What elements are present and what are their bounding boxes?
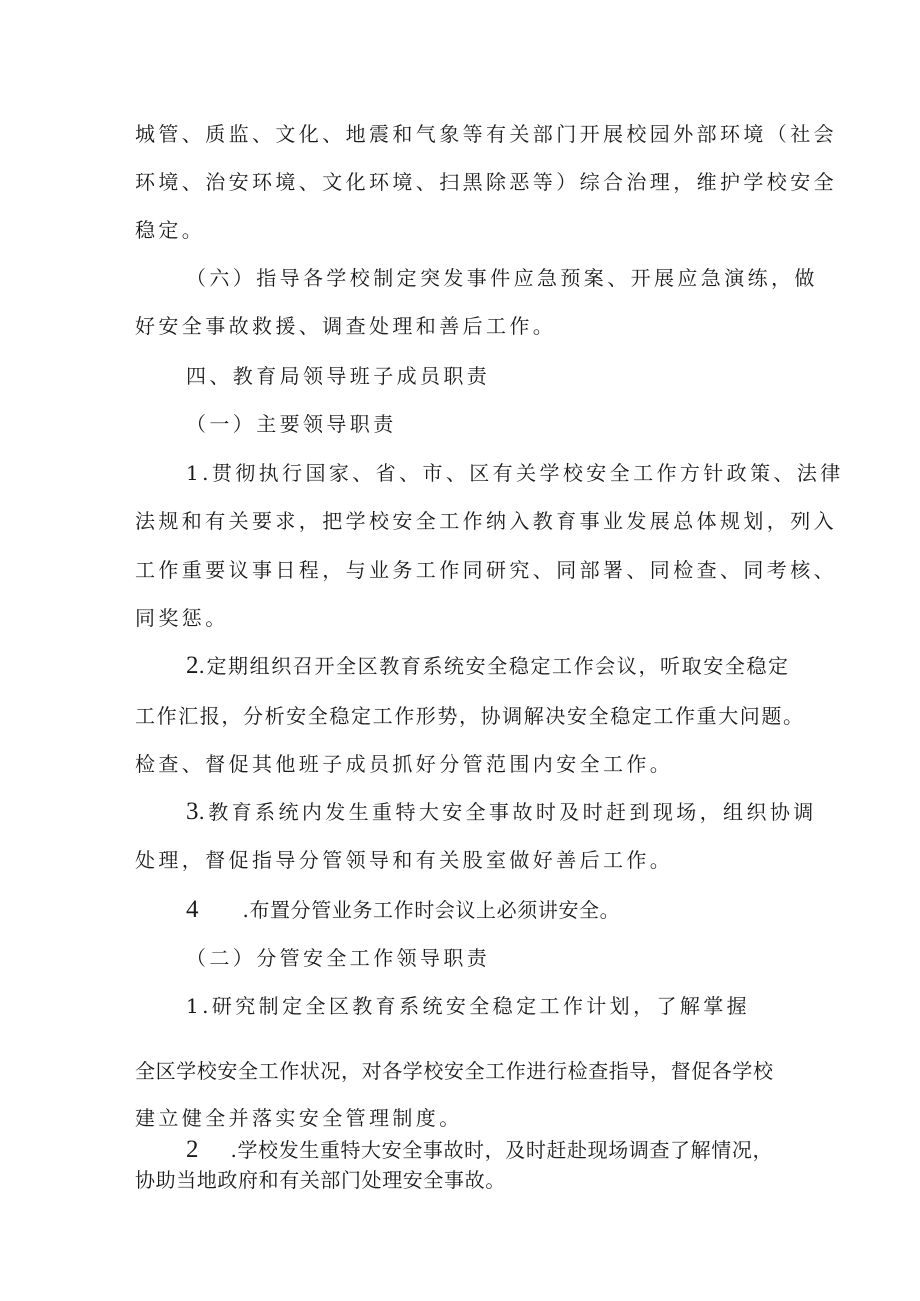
paragraph-line: 环境、治安环境、文化环境、扫黑除恶等）综合治理，维护学校安全	[135, 170, 837, 194]
paragraph-line: 工作重要议事日程，与业务工作同研究、同部署、同检查、同考核、	[135, 558, 837, 582]
paragraph-line: 工作汇报，分析安全稳定工作形势，协调解决安全稳定工作重大问题。	[135, 704, 805, 728]
list-number: 2	[186, 652, 199, 679]
list-item-3	[186, 798, 817, 826]
paragraph-line: 好安全事故救援、调查处理和善后工作。	[135, 314, 557, 338]
list-number: 2	[186, 1136, 199, 1163]
list-number: 4	[186, 896, 199, 923]
paragraph-line: 稳定。	[135, 218, 206, 242]
paragraph-line: 城管、质监、文化、地震和气象等有关部门开展校园外部环境（社会	[135, 122, 837, 146]
paragraph-line: 协助当地政府和有关部门处理安全事故。	[135, 1168, 506, 1192]
paragraph-text: .教育系统内发生重特大安全事故时及时赶到现场，组织协调	[198, 800, 817, 824]
paragraph-line: 1.贯彻执行国家、省、市、区有关学校安全工作方针政策、法律	[186, 461, 844, 485]
subsection-heading: （一）主要领导职责	[186, 412, 397, 436]
paragraph-line: 同奖惩。	[135, 606, 229, 630]
list-item-2b	[186, 1136, 773, 1164]
paragraph-text: .布置分管业务工作时会议上必须讲安全。	[242, 898, 621, 922]
paragraph-line: 建立健全并落实安全管理制度。	[135, 1106, 463, 1130]
paragraph-line: （六）指导各学校制定突发事件应急预案、开展应急演练，做	[186, 266, 818, 290]
list-item-2	[186, 652, 790, 680]
paragraph-line: 检查、督促其他班子成员抓好分管范围内安全工作。	[135, 752, 674, 776]
paragraph-line: 1.研究制定全区教育系统安全稳定工作计划，了解掌握	[186, 994, 751, 1018]
paragraph-text: .定期组织召开全区教育系统安全稳定工作会议，听取安全稳定	[198, 654, 790, 678]
section-heading: 四、教育局领导班子成员职责	[186, 364, 491, 388]
paragraph-line: 处理，督促指导分管领导和有关股室做好善后工作。	[135, 848, 674, 872]
paragraph-line: 法规和有关要求，把学校安全工作纳入教育事业发展总体规划，列入	[135, 509, 837, 533]
list-item-4	[186, 896, 620, 924]
subsection-heading: （二）分管安全工作领导职责	[186, 946, 491, 970]
paragraph-line: 全区学校安全工作状况，对各学校安全工作进行检查指导，督促各学校	[135, 1059, 774, 1083]
paragraph-text: .学校发生重特大安全事故时，及时赶赴现场调查了解情况，	[230, 1138, 774, 1162]
list-number: 3	[186, 798, 199, 825]
